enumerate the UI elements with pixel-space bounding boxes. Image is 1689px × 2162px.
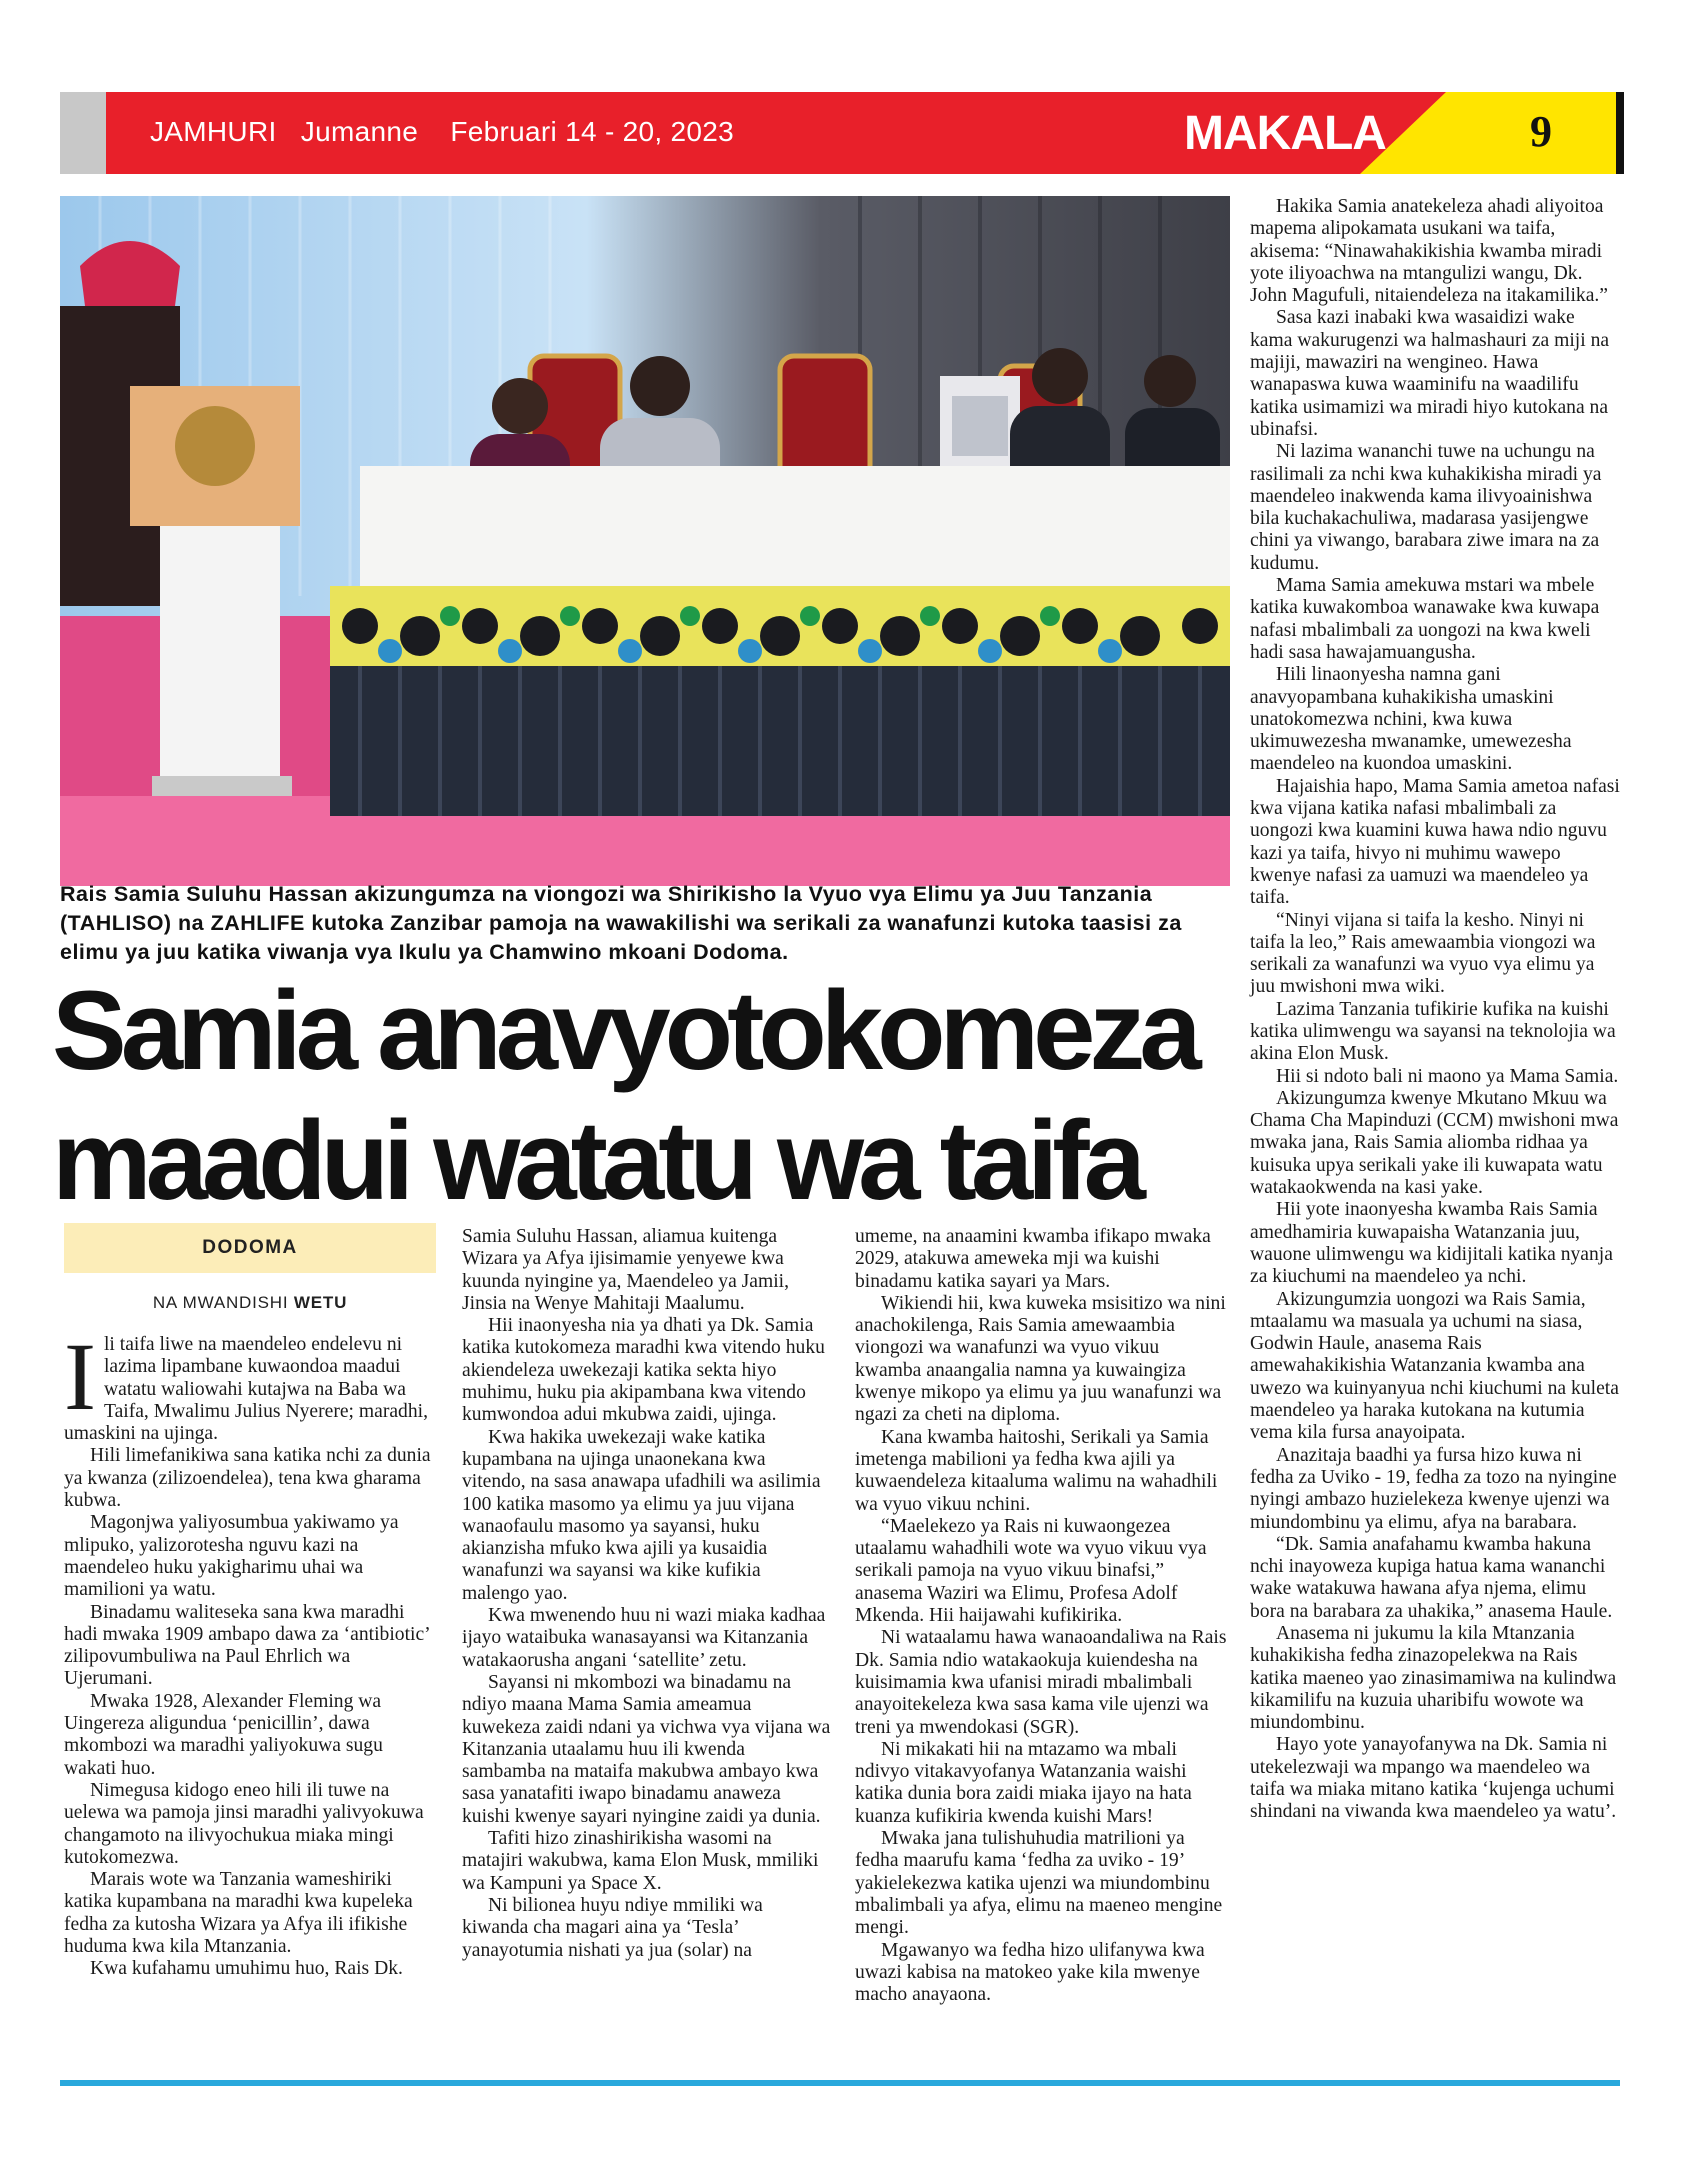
paragraph: Tafiti hizo zinashirikisha wasomi na matajiri wakubwa, kama Elon Musk, mmiliki wa Kampuni ya Space X. (462, 1828, 819, 1894)
paragraph: Hajaishia hapo, Mama Samia ametoa nafasi kwa vijana katika nafasi mbalimbali za uongozi kwa kuamini kuwa hawa ndio nguvu kazi ya taifa, hivyo ni muhimu wawepo kwenye nafasi za uamuzi wa maendeleo ya taifa. (1250, 775, 1620, 909)
paragraph: Anazitaja baadhi ya fursa hizo kuwa ni fedha za Uviko - 19, fedha za tozo na nyingine nyingi ambazo huzielekeza kwenye ujenzi wa miundombinu ya elimu, afya na barabara. (1250, 1444, 1617, 1533)
paragraph: Ni wataalamu hawa wanaoandaliwa na Rais Dk. Samia ndio watakaokuja kuiendesha na kuisimamia kwa ufanisi miradi mbalimbali anayoitekeleza kwa sasa kama vile ujenzi wa treni ya mwendokasi (SGR). (855, 1627, 1227, 1738)
section-name: MAKALA (1184, 107, 1386, 160)
paragraph: Kwa hakika uwekezaji wake katika kupambana na ujinga unaonekana kwa vitendo, na sasa anawapa ufadhili wa asilimia 100 katika masomo ya elimu ya juu vijana wanaofaulu masomo ya sayansi, huku akianzisha mfuko kwa ajili ya kusaidia wanafunzi wa sayansi wa kike kufikia malengo yao. (462, 1426, 821, 1604)
paragraph: Kana kwamba haitoshi, Serikali ya Samia imetenga mabilioni ya fedha kwa ajili ya kuwaendeleza kitaaluma walimu na wahadhili wa vyuo vikuu nchini. (855, 1426, 1218, 1515)
paragraph: “Ninyi vijana si taifa la kesho. Ninyi ni taifa la leo,” Rais amewaambia viongozi wa serikali za wanafunzi wa vyuo vya elimu ya juu mwishoni mwa wiki. (1250, 909, 1596, 998)
byline-name: WETU (293, 1293, 348, 1312)
drop-cap: I (64, 1323, 96, 1430)
paragraph: Marais wote wa Tanzania wameshiriki katika kupambana na maradhi kwa kupeleka fedha za kutosha Wizara ya Afya ili ifikishe huduma kwa kila Mtanzania. (64, 1869, 413, 1958)
paragraph: Mwaka jana tulishuhudia matrilioni ya fedha maarufu kama ‘fedha za uviko - 19’ yakielekezwa katika ujenzi wa miundombinu mbalimbali ya afya, elimu na maeneo mengine mengi. (855, 1828, 1223, 1939)
paragraph: Mgawanyo wa fedha hizo ulifanywa kwa uwazi kabisa na matokeo yake kila mwenye macho anayaona. (855, 1939, 1205, 2006)
paragraph: Kwa kufahamu umuhimu huo, Rais Dk. (90, 1958, 403, 1980)
paragraph: Hii inaonyesha nia ya dhati ya Dk. Samia katika kutokomeza maradhi kwa vitendo huku akiendeleza uwekezaji katika sekta hiyo muhimu, huku pia akipambana kwa vitendo kumwondoa adui mkubwa zaidi, ujinga. (462, 1315, 825, 1426)
page-number: 9 (1530, 107, 1552, 156)
paragraph: Mwaka 1928, Alexander Fleming wa Uingereza aligundua ‘penicillin’, dawa mkombozi wa maradhi yaliyokuwa sugu wakati huo. (64, 1690, 383, 1779)
byline (64, 1293, 436, 1313)
header-black-bar (1616, 92, 1624, 174)
page-header (60, 92, 1620, 174)
dateline-text: DODOMA (202, 1237, 298, 1258)
paragraph: Hili linaonyesha namna gani anavyopambana kuhakikisha umaskini unatokomezwa nchini, kwa kuwa ukimuwezesha mwanamke, umewezesha maendeleo na kuondoa umaskini. (1250, 664, 1572, 775)
paragraph: Anasema ni jukumu la kila Mtanzania kuhakikisha fedha zinazopelekwa na Rais katika maeneo yao zinasimamiwa na kulindwa kikamilifu na kuzuia uharibifu wowote wa miundombinu. (1250, 1623, 1617, 1734)
paragraph: Ni mikakati hii na mtazamo wa mbali ndivyo vitakavyofanya Watanzania waishi katika dunia bora zaidi miaka ijayo na hata kuanza kufikiria kwenda kuishi Mars! (855, 1738, 1192, 1827)
main-photo (60, 196, 1230, 886)
headline-line-2: maadui watatu wa taifa (52, 1098, 1140, 1223)
paragraph: Hakika Samia anatekeleza ahadi aliyoitoa mapema alipokamata usukani wa taifa, akisema: “Ninawahakikishia kwamba miradi yote iliyoachwa na mtangulizi wangu, Dk. John Magufuli, nitaiendeleza na itakamilika.” (1250, 196, 1609, 307)
article-column-4 (1250, 196, 1622, 1824)
paragraph: Magonjwa yaliyosumbua yakiwamo ya mlipuko, yalizorotesha nguvu kazi na maendeleo huku yakigharimu uhai wa mamilioni ya watu. (64, 1512, 399, 1601)
paragraph: Akizungumzia uongozi wa Rais Samia, mtaalamu wa masuala ya uchumi na siasa, Godwin Haule, anasema Rais amewahakikishia Watanzania kwamba ana uwezo wa kuinyanyua nchi kiuchumi na kuleta maendeleo ya haraka kutokana na kutumia vema kila fursa anayoipata. (1250, 1288, 1619, 1444)
paragraph: Hili limefanikiwa sana katika nchi za dunia ya kwanza (zilizoendelea), tena kwa gharama kubwa. (64, 1445, 431, 1512)
gift-bags (330, 586, 1230, 666)
headline-line-1: Samia anavyotokomeza (52, 968, 1196, 1093)
header-gray-block (60, 92, 106, 174)
paragraph: Mama Samia amekuwa mstari wa mbele katika kuwakomboa wanawake kwa kuwapa nafasi mbalimbali za uongozi na kwa kweli hadi sasa hawajamuangusha. (1250, 575, 1600, 663)
paragraph: “Dk. Samia anafahamu kwamba hakuna nchi inayoweza kupiga hatua kama wananchi wake watakuwa hawana afya njema, elimu bora na barabara za uhakika,” anasema Haule. (1250, 1533, 1613, 1622)
paragraph: Hii si ndoto bali ni maono ya Mama Samia. (1276, 1065, 1619, 1087)
paragraph: umeme, na anaamini kwamba ifikapo mwaka 2029, atakuwa ameweka mji wa kuishi binadamu katika sayari ya Mars. (855, 1226, 1211, 1292)
paragraph: Lazima Tanzania tufikirie kufika na kuishi katika ulimwengu wa sayansi na teknolojia wa akina Elon Musk. (1250, 998, 1616, 1065)
lead-paragraph (64, 1323, 438, 1445)
paragraph: Sasa kazi inabaki kwa wasaidizi wake kama wakurugenzi wa halmashauri za miji na majiji, mawaziri na wengineo. Hawa wanapaswa kuwa waaminifu na waadilifu katika usimamizi wa miradi hiyo kutokana na ubinafsi. (1250, 307, 1610, 440)
publication-line: JAMHURI Jumanne Februari 14 - 20, 2023 (150, 116, 735, 147)
paragraph: Akizungumza kwenye Mkutano Mkuu wa Chama Cha Mapinduzi (CCM) mwishoni mwa mwaka jana, Rais Samia aliomba ridhaa ya kuisuka upya serikali yake ili kuwapata watu watakaokwenda na kasi yake. (1250, 1087, 1619, 1199)
article-column-3 (855, 1226, 1227, 2006)
paragraph: Ni lazima wananchi tuwe na uchungu na rasilimali za nchi kwa kuhakikisha miradi ya maendeleo inakwenda kama ilivyoainishwa bila kuchakachuliwa, madarasa yasijengwe chini ya viwango, barabara ziwe imara na za kudumu. (1250, 441, 1602, 574)
paragraph: Hii yote inaonyesha kwamba Rais Samia amedhamiria kuwapaisha Watanzania juu, wauone ulimwengu wa kidijitali katika nyanja za kiuchumi na maendeleo ya nchi. (1250, 1199, 1613, 1288)
paragraph: “Maelekezo ya Rais ni kuwaongezea utaalamu wahadhili wote wa vyuo vikuu vya serikali pamoja na vyuo vikuu binafsi,” anasema Waziri wa Elimu, Profesa Adolf Mkenda. Hii haijawahi kufikirika. (855, 1515, 1207, 1627)
article-column-1 (64, 1323, 438, 1981)
lead-text: li taifa liwe na maendeleo endelevu ni lazima lipambane kuwaondoa maadui watatu waliowahi kutajwa na Baba wa Taifa, Mwalimu Julius Nyerere; maradhi, umaskini na ujinga. (64, 1334, 428, 1445)
dateline (64, 1223, 436, 1273)
paragraph: Sayansi ni mkombozi wa binadamu na ndiyo maana Mama Samia ameamua kuwekeza zaidi ndani ya vichwa vya vijana wa Kitanzania utaalamu huu ili kwenda sambamba na mataifa makubwa ambayo kwa sasa yanatafiti iwapo binadamu anaweza kuishi kwenye sayari nyingine zaidi ya dunia. (462, 1671, 831, 1827)
paragraph: Hayo yote yanayofanywa na Dk. Samia ni utekelezwaji wa mpango wa maendeleo wa taifa wa miaka mitano katika ‘kujenga uchumi shindani na viwanda kwa maendeleo ya watu’. (1250, 1734, 1617, 1823)
footer-rule (60, 2080, 1620, 2086)
paragraph: Ni bilionea huyu ndiye mmiliki wa kiwanda cha magari aina ya ‘Tesla’ yanayotumia nishati ya jua (solar) na (462, 1894, 763, 1961)
photo-scene (60, 196, 1230, 886)
paragraph: Wikiendi hii, kwa kuweka msisitizo wa nini anachokilenga, Rais Samia amewaambia viongozi wa wanafunzi wa vyuo vikuu kwamba anaangalia namna ya kuwaingiza kwenye mikopo ya elimu ya juu wanafunzi wa ngazi za cheti na diploma. (855, 1292, 1226, 1426)
paragraph: Binadamu waliteseka sana kwa maradhi hadi mwaka 1909 ambapo dawa za ‘antibiotic’ zilipovumbuliwa na Paul Ehrlich wa Ujerumani. (64, 1601, 430, 1690)
article-column-2 (462, 1226, 832, 1962)
paragraph: Samia Suluhu Hassan, aliamua kuitenga Wizara ya Afya ijisimamie yenyewe kwa kuunda nyingine ya, Maendeleo ya Jamii, Jinsia na Wenye Mahitaji Maalumu. (462, 1226, 790, 1314)
paragraph: Nimegusa kidogo eneo hili ili tuwe na uelewa wa pamoja jinsi maradhi yalivyokuwa changamoto na ilivyochukua miaka mingi kutokomezwa. (64, 1779, 424, 1868)
paragraph: Kwa mwenendo huu ni wazi miaka kadhaa ijayo wataibuka wanasayansi wa Kitanzania watakaorusha angani ‘satellite’ zetu. (462, 1605, 826, 1671)
byline-prefix: NA MWANDISHI (152, 1293, 289, 1312)
photo-caption: Rais Samia Suluhu Hassan akizungumza na viongozi wa Shirikisho la Vyuo vya Elimu ya Juu Tanzania (TAHLISO) na ZAHLIFE kutoka Zanzibar pamoja na wawakilishi wa serikali za wanafunzi kutoka taasisi za elimu ya juu katika viwanja vya Ikulu ya Chamwino mkoani Dodoma. (60, 882, 1182, 964)
